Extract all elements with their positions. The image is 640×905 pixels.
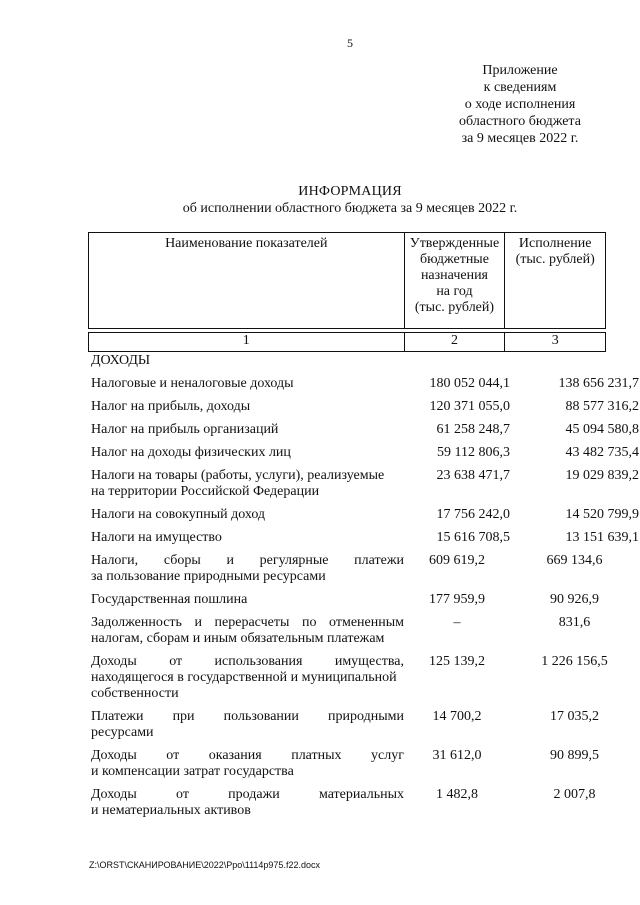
appendix-line: за 9 месяцев 2022 г. [461, 131, 579, 146]
table-row: Налоги на имущество 15 616 708,5 13 151 639,1 [91, 530, 639, 545]
appendix-line: Приложение [482, 63, 558, 78]
table-row: Налоги на совокупный доход 17 756 242,0 14 520 799,9 [91, 507, 639, 522]
table-row: Налог на прибыль организаций 61 258 248,7 45 094 580,8 [91, 422, 639, 437]
title-sub: об исполнении областного бюджета за 9 месяцев 2022 г. [182, 201, 518, 216]
table-row: Доходы от продажи материальных и нематериальных активов 1 482,8 2 007,8 [91, 787, 596, 818]
section-title: ДОХОДЫ [91, 353, 151, 368]
header-approved: Утвержденные бюджетные назначения на год (тыс. рублей) [404, 233, 505, 329]
table-row: Государственная пошлина 177 959,9 90 926,9 [91, 592, 599, 607]
table-row: Доходы от использования имущества, находящегося в государственной и муниципальной собственности 125 139,2 1 226 156,5 [91, 654, 608, 701]
table-row: Налог на доходы физических лиц 59 112 806,3 43 482 735,4 [91, 445, 639, 460]
column-number: 3 [505, 333, 606, 352]
header-name: Наименование показателей [89, 233, 405, 329]
file-path-footer: Z:\ORST\СКАНИРОВАНИЕ\2022\Ppo\1114p975.f22.docx [89, 860, 320, 870]
table-row: Задолженность и перерасчеты по отмененным налогам, сборам и иным обязательным платежам – 831,6 [91, 615, 591, 646]
appendix-line: о ходе исполнения [464, 97, 576, 112]
table-row: Налоговые и неналоговые доходы 180 052 044,1 138 656 231,7 [91, 376, 639, 391]
appendix-line: областного бюджета [459, 114, 581, 129]
header-executed: Исполнение (тыс. рублей) [505, 233, 606, 329]
page-number: 5 [347, 36, 353, 50]
column-number: 2 [404, 333, 505, 352]
title-main: ИНФОРМАЦИЯ [298, 184, 402, 199]
appendix-line: к сведениям [483, 80, 557, 95]
appendix-note [440, 62, 600, 147]
table-row: Налоги, сборы и регулярные платежи за пользование природными ресурсами 609 619,2 669 134,6 [91, 553, 603, 584]
table-header [88, 232, 606, 352]
column-number: 1 [89, 333, 405, 352]
table-row: Доходы от оказания платных услуг и компенсации затрат государства 31 612,0 90 899,5 [91, 748, 599, 779]
table-row: Налог на прибыль, доходы 120 371 055,0 88 577 316,2 [91, 399, 639, 414]
table-row: Платежи при пользовании природными ресурсами 14 700,2 17 035,2 [91, 709, 599, 740]
income-rows [91, 376, 639, 826]
document-title [0, 183, 640, 217]
table-row: Налоги на товары (работы, услуги), реализуемые на территории Российской Федерации 23 638 471,7 19 029 839,2 [91, 468, 639, 499]
